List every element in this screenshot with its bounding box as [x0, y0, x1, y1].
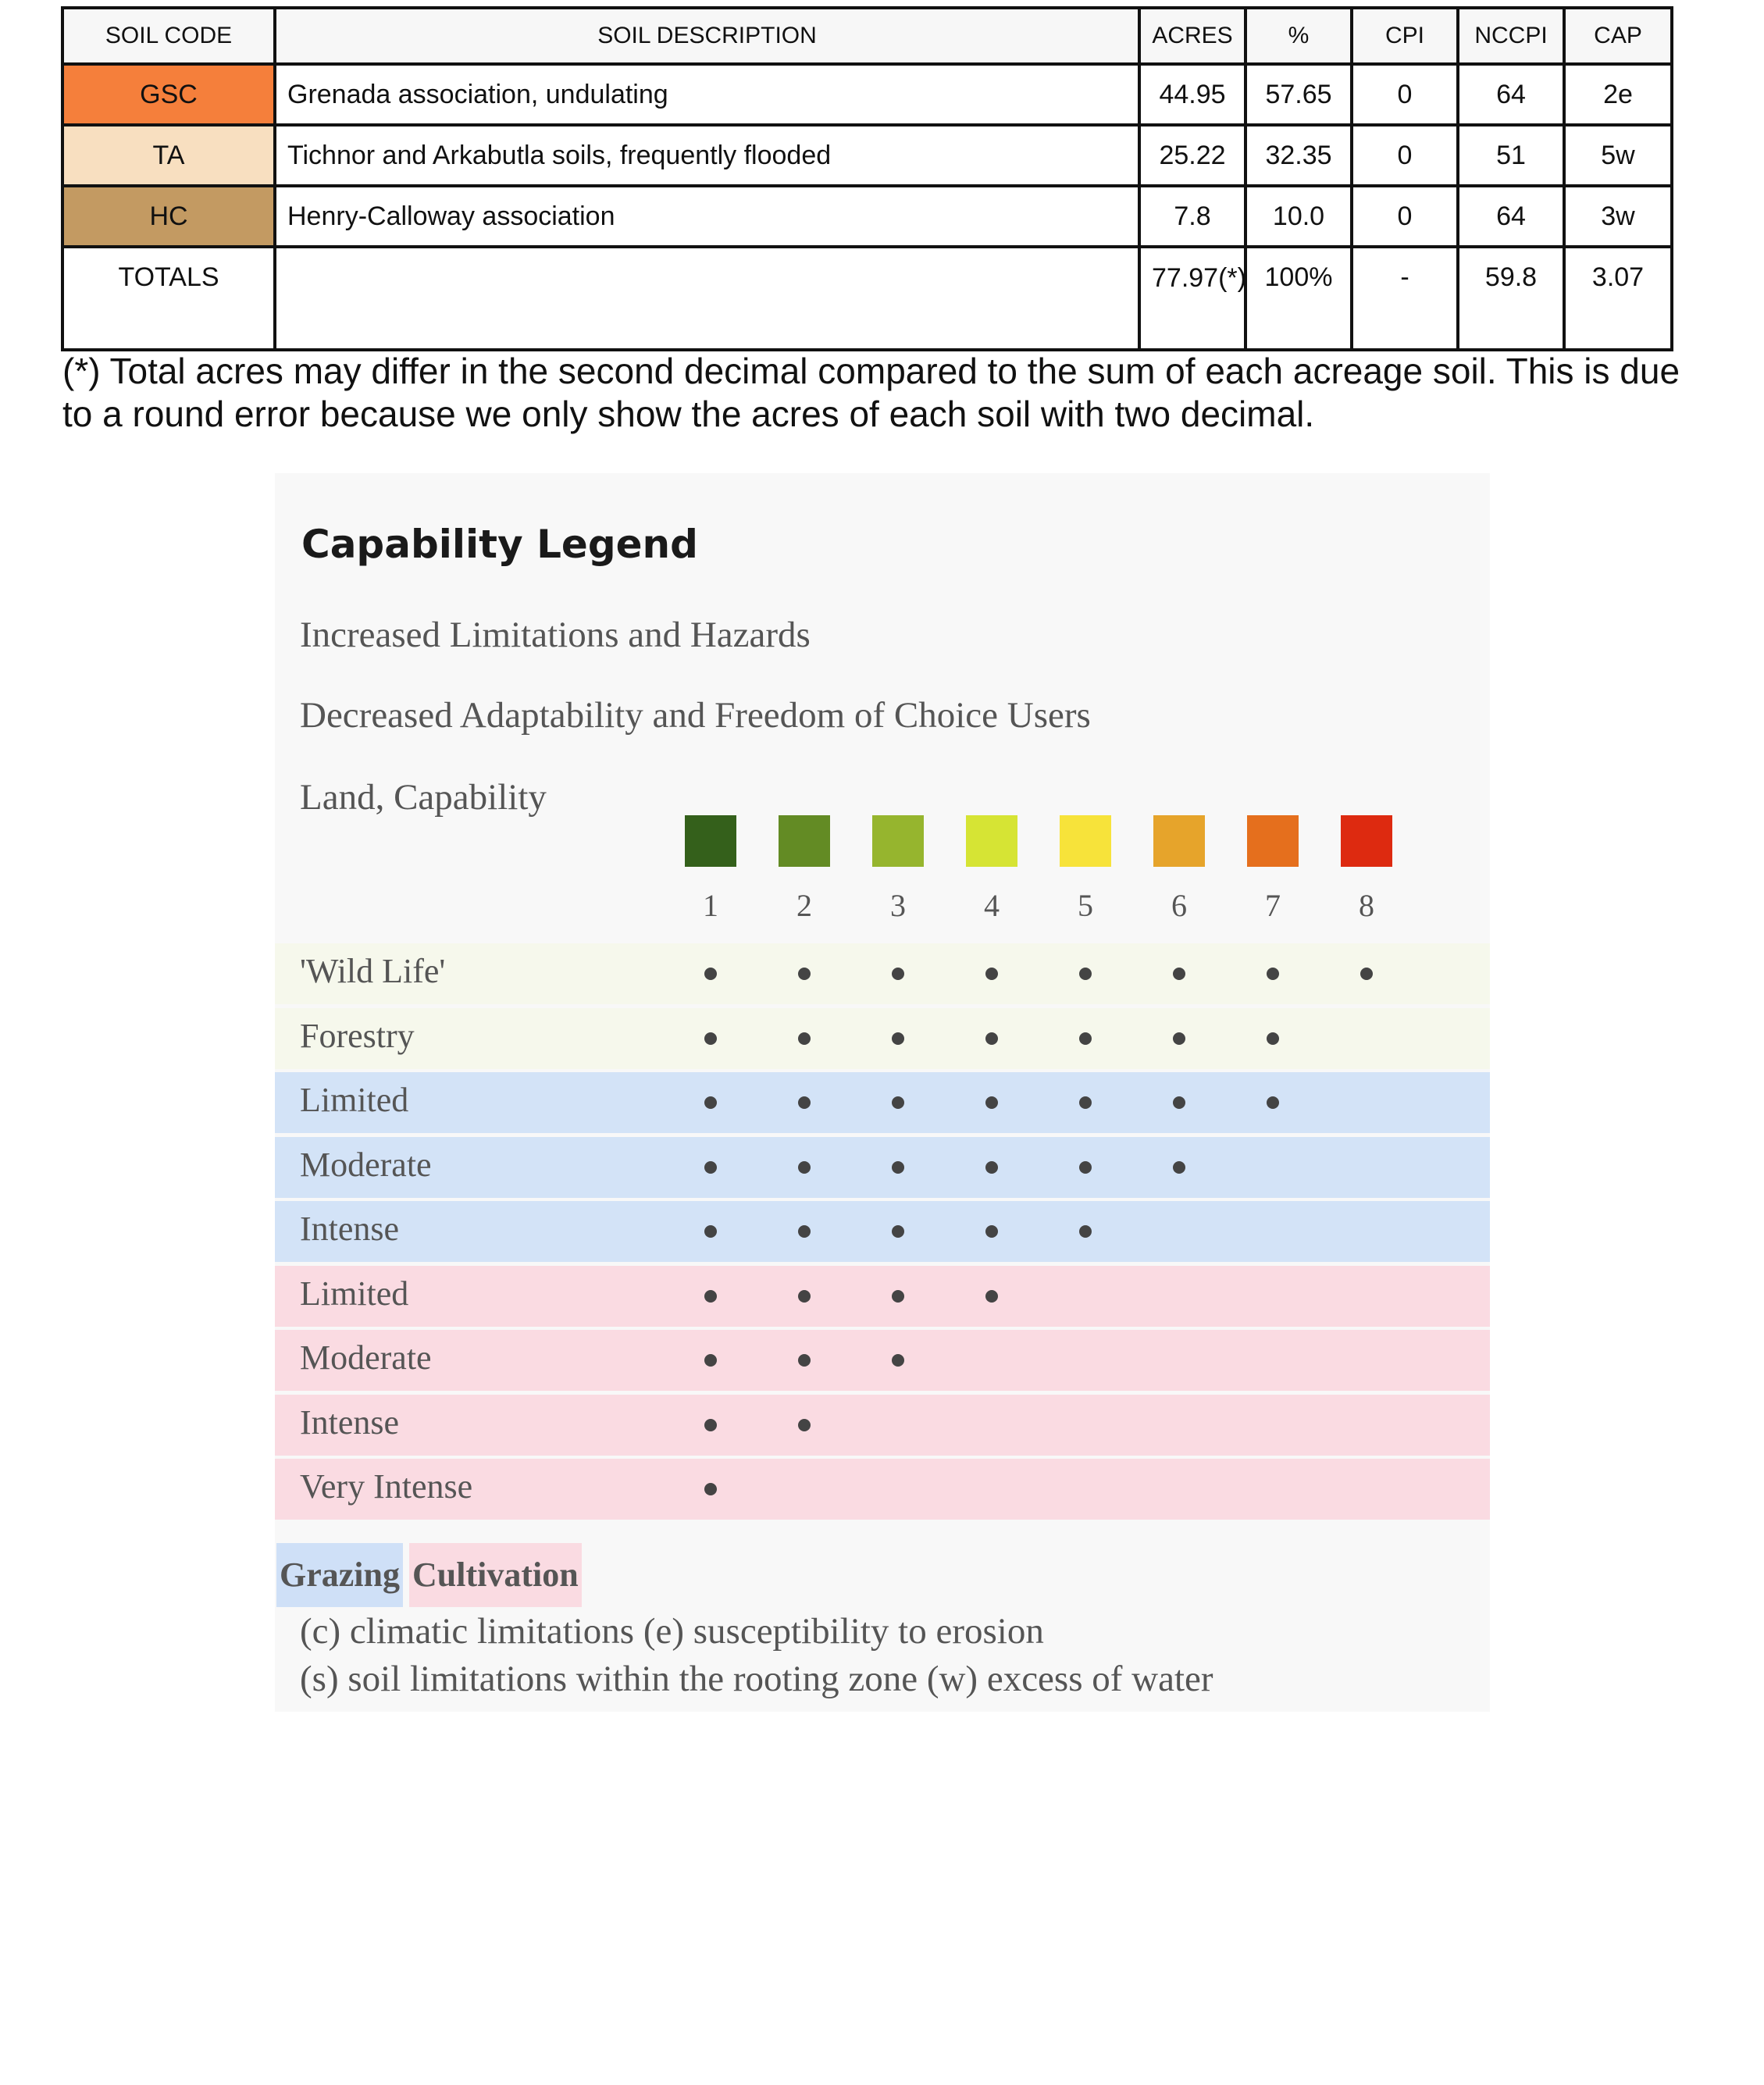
class-3-number: 3 — [890, 888, 906, 923]
totals-acres: 77.97(*) — [1139, 247, 1245, 350]
soil-code-cell: TA — [62, 125, 275, 186]
suitability-dot — [1079, 968, 1092, 980]
usage-row — [275, 1137, 1490, 1198]
table-row — [62, 64, 1672, 125]
usage-label: Intense — [300, 1402, 400, 1442]
header-nccpi: NCCPI — [1458, 8, 1564, 64]
key-grazing: Grazing — [276, 1543, 403, 1607]
class-4-swatch — [966, 815, 1017, 867]
class-8-swatch — [1341, 815, 1392, 867]
soil-description-cell: Grenada association, undulating — [275, 64, 1139, 125]
soil-table — [61, 6, 1673, 351]
usage-label: Intense — [300, 1210, 400, 1248]
usage-row — [275, 1072, 1490, 1133]
class-6-swatch — [1153, 815, 1205, 867]
suitability-dot — [985, 968, 998, 980]
suitability-dot — [1173, 1032, 1185, 1045]
totals-label: TOTALS — [62, 247, 275, 350]
totals-cpi: - — [1352, 247, 1458, 350]
cap-cell: 5w — [1564, 125, 1672, 186]
cpi-cell: 0 — [1352, 186, 1458, 247]
class-4-number: 4 — [984, 888, 1000, 923]
acres-cell: 44.95 — [1139, 64, 1245, 125]
usage-label: Limited — [300, 1081, 409, 1119]
suitability-dot — [892, 1225, 904, 1238]
suitability-dot — [798, 968, 811, 980]
header-cpi: CPI — [1352, 8, 1458, 64]
suitability-dot — [985, 1032, 998, 1045]
suitability-dot — [892, 1290, 904, 1303]
legend-subtitle-limitations: Increased Limitations and Hazards — [300, 615, 811, 655]
soil-code-cell: GSC — [62, 64, 275, 125]
suitability-dot — [1079, 1161, 1092, 1174]
header-percent: % — [1245, 8, 1352, 64]
percent-cell: 10.0 — [1245, 186, 1352, 247]
key-line-soil-water: (s) soil limitations within the rooting zone (w) excess of water — [300, 1659, 1213, 1699]
suitability-dot — [892, 968, 904, 980]
suitability-dot — [985, 1225, 998, 1238]
header-soil-description: SOIL DESCRIPTION — [275, 8, 1139, 64]
table-row — [62, 125, 1672, 186]
totals-percent: 100% — [1245, 247, 1352, 350]
suitability-dot — [704, 1225, 717, 1238]
footnote: (*) Total acres may differ in the second decimal compared to the sum of each acreage soil. This is due to a round error because we only show the acres of each soil with two decimal. — [62, 351, 1680, 434]
suitability-dot — [704, 968, 717, 980]
key-line-climatic-erosion: (c) climatic limitations (e) susceptibility to erosion — [300, 1611, 1044, 1652]
totals-nccpi: 59.8 — [1458, 247, 1564, 350]
usage-label: Moderate — [300, 1338, 432, 1377]
cpi-cell: 0 — [1352, 64, 1458, 125]
nccpi-cell: 64 — [1458, 186, 1564, 247]
suitability-dot — [798, 1290, 811, 1303]
suitability-dot — [704, 1290, 717, 1303]
suitability-dot — [704, 1032, 717, 1045]
suitability-dot — [798, 1032, 811, 1045]
acres-cell: 25.22 — [1139, 125, 1245, 186]
key-cultivation: Cultivation — [409, 1543, 582, 1607]
class-2-swatch — [779, 815, 830, 867]
nccpi-cell: 64 — [1458, 64, 1564, 125]
suitability-dot — [1079, 1225, 1092, 1238]
suitability-dot — [798, 1161, 811, 1174]
suitability-dot — [985, 1096, 998, 1109]
suitability-dot — [704, 1483, 717, 1495]
suitability-dot — [704, 1419, 717, 1431]
suitability-dot — [1267, 1096, 1279, 1109]
suitability-dot — [1173, 1096, 1185, 1109]
usage-label: 'Wild Life' — [300, 952, 446, 990]
class-5-number: 5 — [1078, 888, 1093, 923]
soil-code-cell: HC — [62, 186, 275, 247]
class-8-number: 8 — [1359, 888, 1374, 923]
header-acres: ACRES — [1139, 8, 1245, 64]
legend-title: Capability Legend — [301, 522, 698, 567]
suitability-dot — [1360, 968, 1373, 980]
suitability-dot — [1079, 1096, 1092, 1109]
totals-cap: 3.07 — [1564, 247, 1672, 350]
suitability-dot — [1267, 968, 1279, 980]
suitability-dot — [985, 1161, 998, 1174]
class-2-number: 2 — [796, 888, 812, 923]
suitability-dot — [1173, 1161, 1185, 1174]
suitability-dot — [985, 1290, 998, 1303]
suitability-dot — [798, 1354, 811, 1367]
suitability-dot — [798, 1225, 811, 1238]
soil-description-cell: Henry-Calloway association — [275, 186, 1139, 247]
class-1-swatch — [685, 815, 736, 867]
totals-row — [62, 247, 1672, 350]
suitability-dot — [704, 1354, 717, 1367]
totals-description — [275, 247, 1139, 350]
usage-row — [275, 1330, 1490, 1391]
suitability-dot — [798, 1096, 811, 1109]
usage-row — [275, 1266, 1490, 1327]
header-soil-code: SOIL CODE — [62, 8, 275, 64]
usage-row — [275, 943, 1490, 1004]
class-7-number: 7 — [1265, 888, 1281, 923]
usage-row — [275, 1395, 1490, 1456]
suitability-dot — [892, 1096, 904, 1109]
table-row — [62, 186, 1672, 247]
percent-cell: 32.35 — [1245, 125, 1352, 186]
percent-cell: 57.65 — [1245, 64, 1352, 125]
class-7-swatch — [1247, 815, 1299, 867]
cpi-cell: 0 — [1352, 125, 1458, 186]
suitability-dot — [704, 1161, 717, 1174]
usage-row — [275, 1008, 1490, 1069]
suitability-dot — [798, 1419, 811, 1431]
soil-table-header — [62, 8, 1672, 64]
suitability-dot — [704, 1096, 717, 1109]
suitability-dot — [1079, 1032, 1092, 1045]
usage-label: Moderate — [300, 1145, 432, 1184]
suitability-dot — [1267, 1032, 1279, 1045]
usage-label: Very Intense — [300, 1467, 473, 1506]
class-6-number: 6 — [1171, 888, 1187, 923]
usage-row — [275, 1201, 1490, 1262]
suitability-dot — [892, 1354, 904, 1367]
cap-cell: 2e — [1564, 64, 1672, 125]
usage-row — [275, 1459, 1490, 1520]
capability-legend — [275, 473, 1490, 1712]
usage-label: Forestry — [300, 1016, 415, 1055]
suitability-dot — [1173, 968, 1185, 980]
cap-cell: 3w — [1564, 186, 1672, 247]
class-5-swatch — [1060, 815, 1111, 867]
soil-description-cell: Tichnor and Arkabutla soils, frequently flooded — [275, 125, 1139, 186]
nccpi-cell: 51 — [1458, 125, 1564, 186]
suitability-dot — [892, 1032, 904, 1045]
acres-cell: 7.8 — [1139, 186, 1245, 247]
suitability-dot — [892, 1161, 904, 1174]
usage-label: Limited — [300, 1274, 409, 1313]
class-1-number: 1 — [703, 888, 718, 923]
legend-land-capability-label: Land, Capability — [300, 777, 547, 818]
class-3-swatch — [872, 815, 924, 867]
header-cap: CAP — [1564, 8, 1672, 64]
legend-subtitle-adaptability: Decreased Adaptability and Freedom of Choice Users — [300, 695, 1091, 736]
